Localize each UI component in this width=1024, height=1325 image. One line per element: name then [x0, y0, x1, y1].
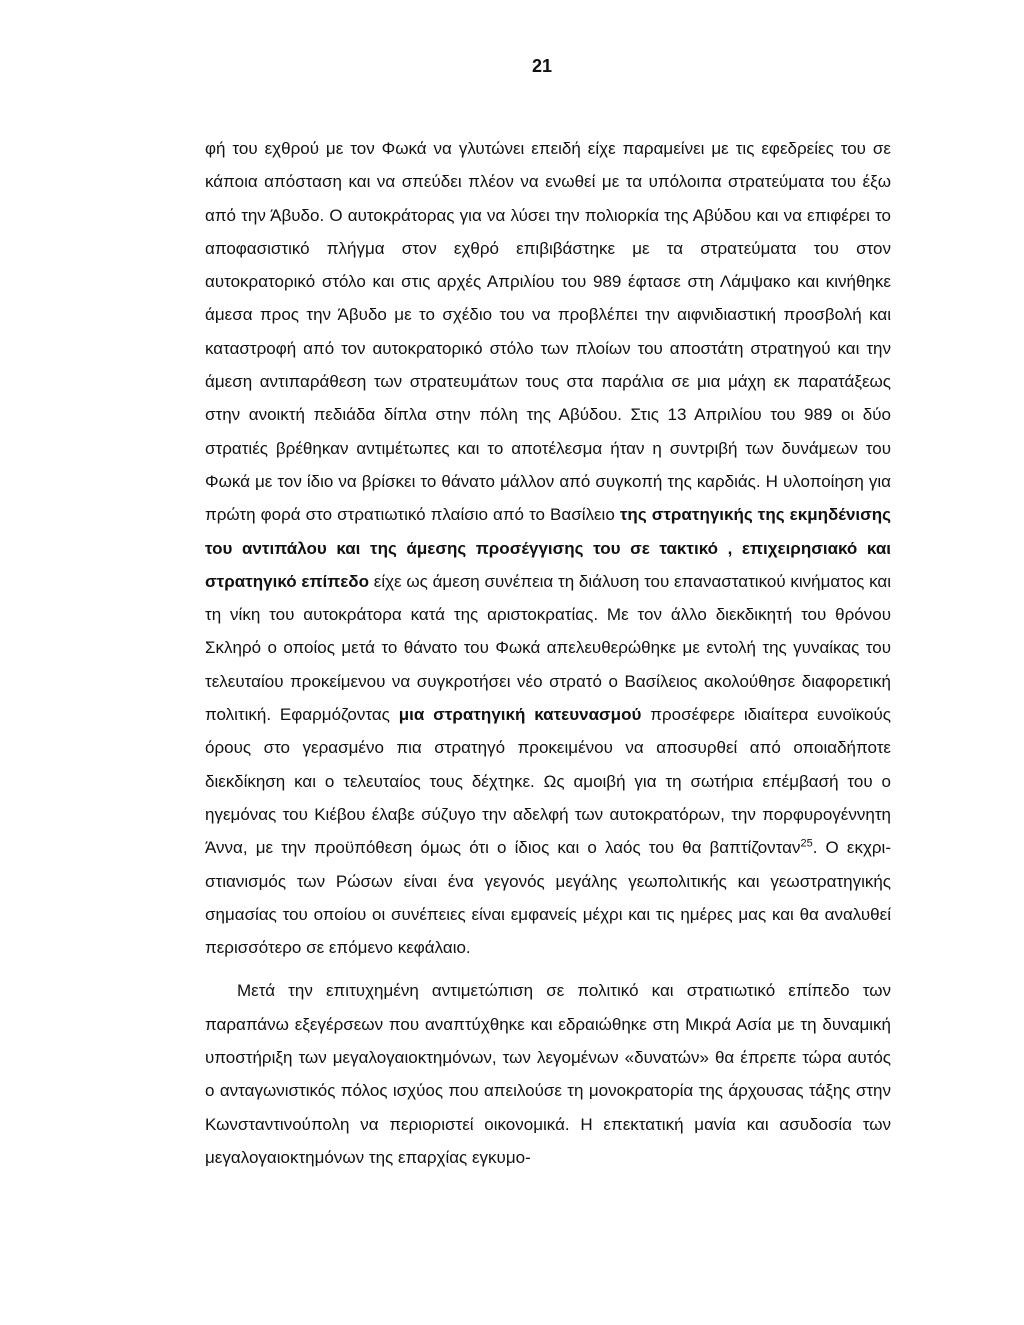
body-text: [205, 132, 891, 1174]
bold-run: μια στρατηγική κατευνασμού: [398, 705, 642, 725]
text-run: . Ο εκχριστιανισμός των Ρώσων είναι ένα γεγονός μεγάλης γεωπολιτικής και γεωστρατηγικής σημασίας του οποίου οι συνέπειες είναι εμφανείς μέχρι και τις ημέρες μας και θα αναλυθεί περισσότερο σε επόμενο κεφάλαιο.: [205, 838, 891, 958]
paragraph-1: [205, 132, 891, 964]
text-run: προσέφερε ιδιαίτερα ευνοϊκούς όρους στο γερασμένο πια στρατηγό προκειμένου να αποσυρθεί από οποιαδήποτε διεκδίκηση και ο τελευταίος τους δέχτηκε. Ως αμοιβή για τη σωτήρια επέμβασή του ο ηγεμόνας του Κιέβου έλαβε σύζυγο την αδελφή των αυτοκρατόρων, την πορφυρογέννητη Άννα, με την προϋπόθεση όμως ότι ο ίδιος και ο λαός του θα βαπτίζονταν: [205, 705, 891, 858]
text-run: είχε ως άμεση συνέπεια τη διάλυση του επαναστατικού κινήματος και τη νίκη του αυτοκράτορα κατά της αριστοκρατίας. Με τον άλλο διεκδικητή του θρόνου Σκληρό ο οποίος μετά το θάνατο του Φωκά απελευθερώθηκε με εντολή της γυναίκας του τελευταίου προκείμενου να συγκροτήσει νέο στρατό ο Βασίλειος ακολούθησε διαφορετική πολιτική. Εφαρμόζοντας: [205, 571, 891, 725]
paragraph-2: [205, 974, 891, 1174]
page-number: 21: [531, 56, 553, 76]
text-run: φή του εχθρού με τον Φωκά να γλυτώνει επειδή είχε παραμείνει με τις εφεδρείες του σε κάποια απόσταση και να σπεύδει πλέον να ενωθεί με τα υπόλοιπα στρατεύματα του έξω από την Άβυδο. Ο αυτοκράτορας για να λύσει την πολιορκία της Αβύδου και να επιφέρει το αποφασιστικό πλήγμα στον εχθρό επιβιβάστηκε με τα στρατεύματα του στον αυτοκρατορικό στόλο και στις αρχές Απριλίου του 989 έφτασε στη Λάμψακο και κινήθηκε άμεσα προς την Άβυδο με το σχέδιο του να προβλέπει την αιφνιδιαστική προσβολή και καταστροφή από τον αυτοκρατορικό στόλο των πλοίων του αποστάτη στρατηγού και την άμεση αντιπαράθεση των στρατευμάτων τους στα παράλια σε μια μάχη εκ παρατάξεως στην ανοικτή πεδιάδα δίπλα στην πόλη της Αβύδου. Στις 13 Απριλίου του 989 οι δύο στρατιές βρέθηκαν αντιμέτωπες και το αποτέλεσμα ήταν η συντριβή των δυνάμεων του Φωκά με τον ίδιο να βρίσκει το θάνατο μάλλον από συγκοπή της καρδιάς. Η υλοποίηση για πρώτη φορά στο στρατιωτικό πλαίσιο από το Βασίλειο: [205, 139, 891, 525]
bold-run: της στρατηγικής της εκμηδένισης του αντιπάλου και της άμεσης προσέγγισης του σε τακτικό , επιχειρησιακό και στρατηγικό επίπεδο: [205, 505, 891, 591]
text-run: Μετά την επιτυχημένη αντιμετώπιση σε πολιτικό και στρατιωτικό επίπεδο των παραπάνω εξεγέρσεων που αναπτύχθηκε και εδραιώθηκε στη Μικρά Ασία με τη δυναμική υποστήριξη των μεγαλογαιοκτημόνων, των λεγομένων «δυνατών» θα έπρεπε τώρα αυτός ο ανταγωνιστικός πόλος ισχύος που απειλούσε τη μονοκρατορία της άρχουσας τάξης στην Κωνσταντινούπολη να περιοριστεί οικονομικά. Η επεκτατική μανία και ασυδοσία των μεγαλογαιοκτημόνων της επαρχίας εγκυμο-: [205, 981, 891, 1167]
footnote-ref[interactable]: 25: [800, 837, 813, 850]
